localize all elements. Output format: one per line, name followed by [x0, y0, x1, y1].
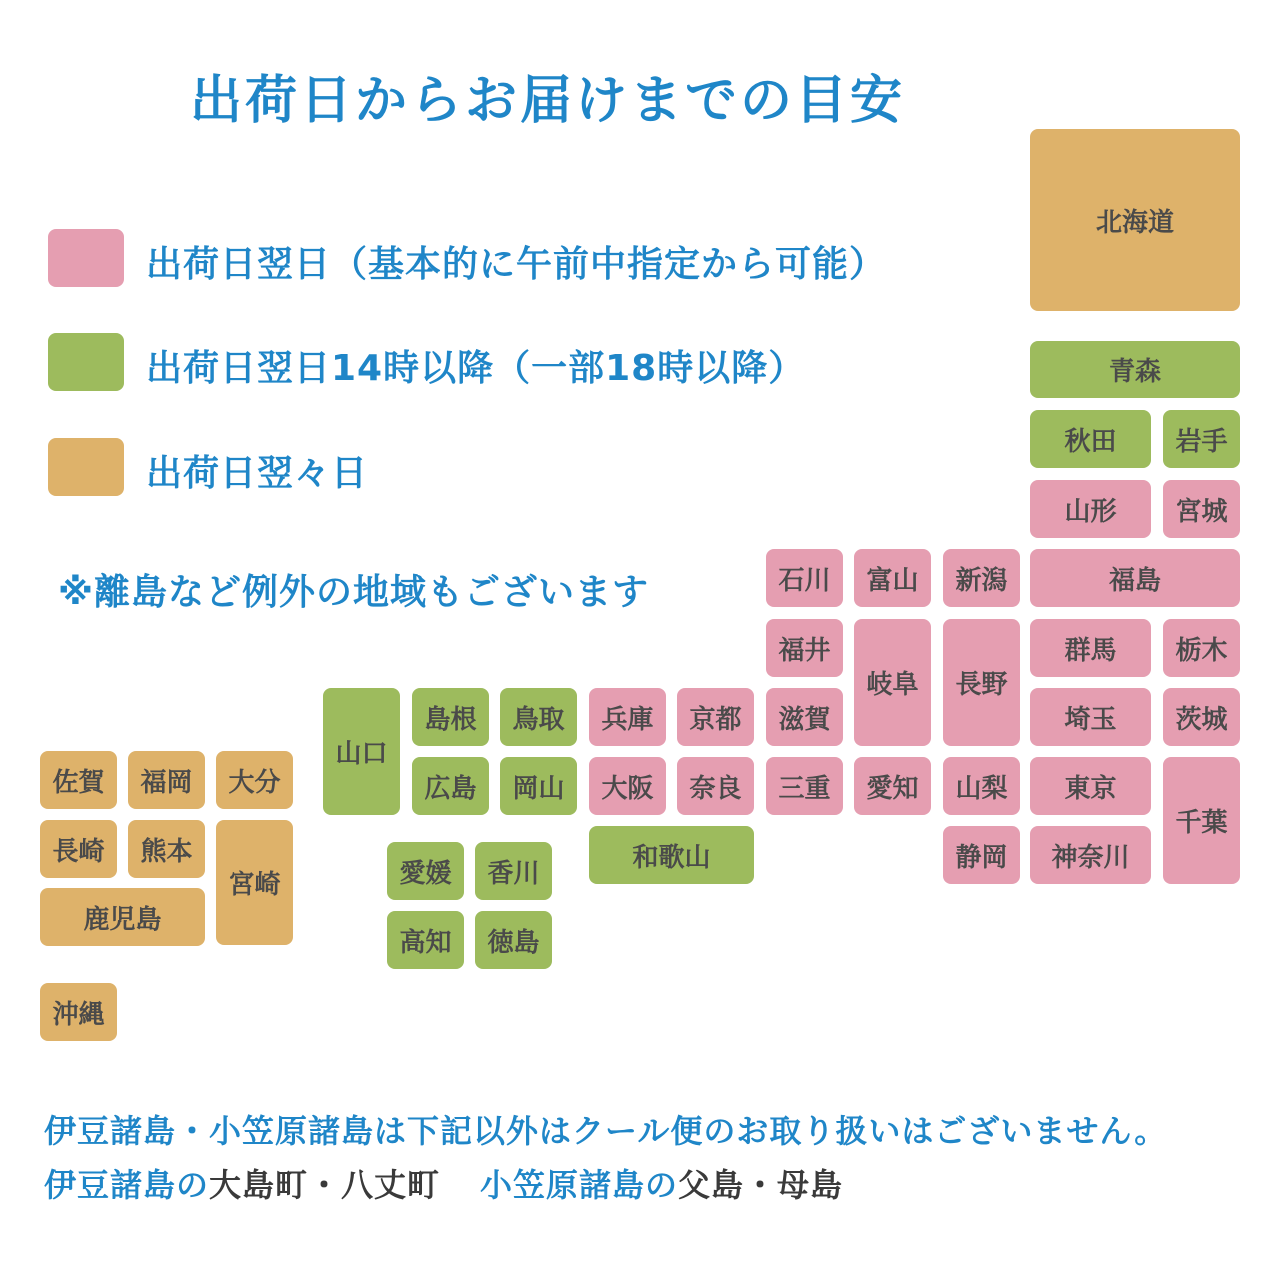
prefecture-21: 滋賀	[766, 688, 843, 746]
prefecture-18: 鳥取	[500, 688, 577, 746]
legend-swatch-green	[48, 333, 124, 391]
exception-note: ※離島など例外の地域もございます	[58, 572, 649, 613]
footer-izu-label: 伊豆諸島の	[44, 1166, 210, 1204]
prefecture-32: 愛知	[854, 757, 931, 815]
prefecture-31: 三重	[766, 757, 843, 815]
prefecture-47: 沖縄	[40, 983, 117, 1041]
prefecture-22: 埼玉	[1030, 688, 1151, 746]
prefecture-35: 千葉	[1163, 757, 1240, 884]
footer-line-2	[44, 1160, 843, 1206]
prefecture-25: 福岡	[128, 751, 205, 809]
prefecture-41: 神奈川	[1030, 826, 1151, 884]
prefecture-30: 奈良	[677, 757, 754, 815]
prefecture-12: 岐阜	[854, 619, 931, 746]
prefecture-14: 群馬	[1030, 619, 1151, 677]
prefecture-2: 青森	[1030, 341, 1240, 398]
prefecture-27: 広島	[412, 757, 489, 815]
footer-ogasawara-islands: 父島・母島	[678, 1166, 844, 1204]
footer-ogasawara-label: 小笠原諸島の	[480, 1166, 679, 1204]
legend-swatch-orange	[48, 438, 124, 496]
legend-swatch-pink	[48, 229, 124, 287]
prefecture-6: 宮城	[1163, 480, 1240, 538]
prefecture-7: 石川	[766, 549, 843, 607]
prefecture-20: 京都	[677, 688, 754, 746]
prefecture-3: 秋田	[1030, 410, 1151, 468]
prefecture-16: 山口	[323, 688, 400, 815]
prefecture-19: 兵庫	[589, 688, 666, 746]
prefecture-13: 長野	[943, 619, 1020, 746]
legend-label-two-days: 出荷日翌々日	[146, 453, 369, 494]
legend-label-next-day-afternoon: 出荷日翌日14時以降（一部18時以降）	[146, 348, 806, 389]
prefecture-34: 東京	[1030, 757, 1151, 815]
prefecture-24: 佐賀	[40, 751, 117, 809]
prefecture-9: 新潟	[943, 549, 1020, 607]
prefecture-33: 山梨	[943, 757, 1020, 815]
prefecture-37: 熊本	[128, 820, 205, 878]
prefecture-45: 高知	[387, 911, 464, 969]
prefecture-39: 和歌山	[589, 826, 754, 884]
prefecture-28: 岡山	[500, 757, 577, 815]
legend-label-next-day: 出荷日翌日（基本的に午前中指定から可能）	[146, 244, 887, 285]
prefecture-42: 愛媛	[387, 842, 464, 900]
prefecture-17: 島根	[412, 688, 489, 746]
prefecture-43: 香川	[475, 842, 552, 900]
prefecture-38: 宮崎	[216, 820, 293, 945]
prefecture-1: 北海道	[1030, 129, 1240, 311]
prefecture-10: 福島	[1030, 549, 1240, 607]
prefecture-44: 鹿児島	[40, 888, 205, 946]
prefecture-23: 茨城	[1163, 688, 1240, 746]
footer-izu-towns: 大島町・八丈町	[209, 1166, 441, 1204]
footer-line-1: 伊豆諸島・小笠原諸島は下記以外はクール便のお取り扱いはございません。	[44, 1112, 1168, 1150]
prefecture-15: 栃木	[1163, 619, 1240, 677]
prefecture-11: 福井	[766, 619, 843, 677]
prefecture-36: 長崎	[40, 820, 117, 878]
prefecture-8: 富山	[854, 549, 931, 607]
prefecture-46: 徳島	[475, 911, 552, 969]
prefecture-29: 大阪	[589, 757, 666, 815]
prefecture-40: 静岡	[943, 826, 1020, 884]
prefecture-5: 山形	[1030, 480, 1151, 538]
page-title: 出荷日からお届けまでの目安	[190, 71, 906, 131]
prefecture-4: 岩手	[1163, 410, 1240, 468]
prefecture-26: 大分	[216, 751, 293, 809]
